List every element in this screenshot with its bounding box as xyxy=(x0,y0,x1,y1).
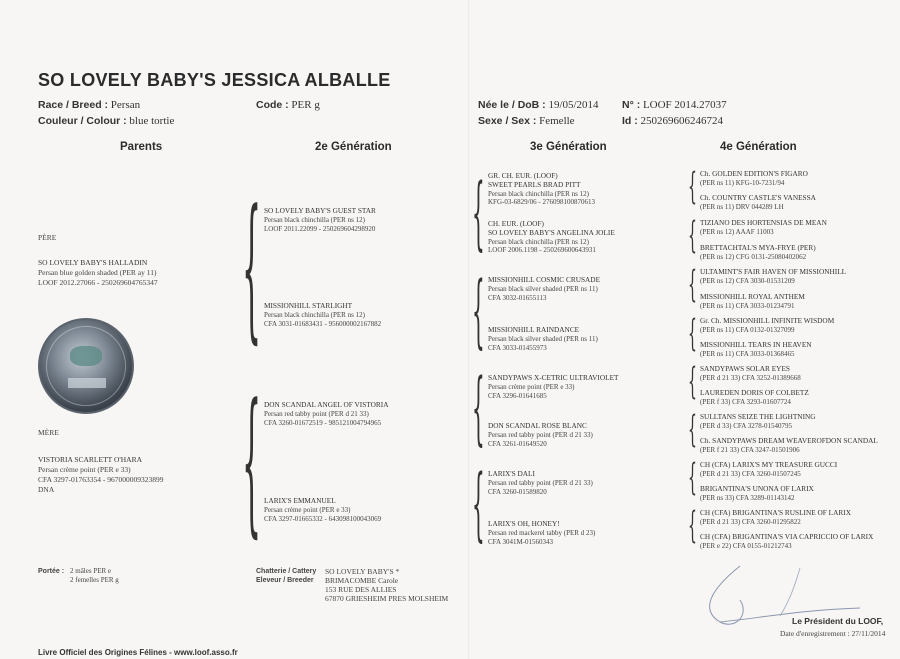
gen3-entry: SANDYPAWS X-CETRIC ULTRAVIOLET Persan crème point (PER e 33) CFA 3296-01641685 xyxy=(488,373,619,400)
gen2-entry: MISSIONHILL STARLIGHT Persan black chinchilla (PER ns 12) CFA 3031-01683431 - 956000002167882 xyxy=(264,301,382,328)
footer-text: Livre Officiel des Origines Félines - www.loof.asso.fr xyxy=(38,648,238,657)
breed-field: Race / Breed : Persan xyxy=(38,99,141,111)
eleveur-line: 67870 GRIESHEIM PRES MOLSHEIM xyxy=(325,594,449,603)
portee-label: Portée : xyxy=(38,568,65,575)
brace-gen2-bottom-icon: { xyxy=(242,374,262,557)
brace-gen3-icon: { xyxy=(472,164,485,260)
eleveur-line: 153 RUE DES ALLIES xyxy=(325,585,397,594)
dob-field: Née le / DoB : 19/05/2014 xyxy=(478,99,599,111)
pere-label: PÈRE xyxy=(38,233,57,242)
id-field: Id : 250269606246724 xyxy=(622,115,723,127)
pere-entry: SO LOVELY BABY'S HALLADIN Persan blue golden shaded (PER ay 11) LOOF 2012.27066 - 250269604765347 xyxy=(38,258,158,287)
heading-parents: Parents xyxy=(120,141,163,153)
gen4-entry: BRETTACHTAL'S MYA-FRYE (PER) (PER ns 12) CFG 0131-25080402062 xyxy=(700,243,816,261)
gen2-entry: LARIX'S EMMANUEL Persan crème point (PER e 33) CFA 3297-01665332 - 643098100043069 xyxy=(264,496,382,523)
heading-gen2: 2e Génération xyxy=(315,141,392,153)
brace-gen4-icon: { xyxy=(688,314,697,356)
gen3-entry: DON SCANDAL ROSE BLANC Persan red tabby point (PER d 21 33) CFA 3261-01649520 xyxy=(488,421,593,448)
eleveur-line: BRIMACOMBE Carole xyxy=(325,576,399,585)
gen4-entry: LAUREDEN DORIS OF COLBETZ (PER f 33) CFA 3293-01607724 xyxy=(700,388,809,406)
loof-seal-icon xyxy=(38,318,134,414)
portee-line: 2 mâles PER e xyxy=(70,567,112,575)
sex-field: Sexe / Sex : Femelle xyxy=(478,115,575,127)
heading-gen3: 3e Génération xyxy=(530,141,607,153)
paper-fold xyxy=(468,0,469,659)
chatterie-value: SO LOVELY BABY'S * xyxy=(325,567,400,576)
gen2-entry: SO LOVELY BABY'S GUEST STAR Persan black chinchilla (PER ns 12) LOOF 2011.22099 - 250269604298920 xyxy=(264,206,376,233)
brace-gen3-icon: { xyxy=(472,359,485,455)
brace-gen4-icon: { xyxy=(688,506,697,548)
gen4-entry: CH (CFA) BRIGANTINA'S RUSLINE OF LARIX (PER d 21 33) CFA 3260-01295822 xyxy=(700,508,851,526)
gen3-entry: MISSIONHILL RAINDANCE Persan black silver shaded (PER ns 11) CFA 3033-01455973 xyxy=(488,325,598,352)
portee-line: 2 femelles PER g xyxy=(70,576,119,584)
gen4-entry: SANDYPAWS SOLAR EYES (PER d 21 33) CFA 3252-01389668 xyxy=(700,364,801,382)
brace-gen4-icon: { xyxy=(688,167,697,209)
cat-name-title: SO LOVELY BABY'S JESSICA ALBALLE xyxy=(38,70,391,90)
brace-gen4-icon: { xyxy=(688,362,697,404)
gen4-entry: MISSIONHILL TEARS IN HEAVEN (PER ns 11) CFA 3033-01368465 xyxy=(700,340,812,358)
registration-number-field: N° : LOOF 2014.27037 xyxy=(622,99,727,111)
gen4-entry: CH (CFA) BRIGANTINA'S VIA CAPRICCIO OF LARIX (PER e 22) CFA 0155-01212743 xyxy=(700,532,874,550)
heading-gen4: 4e Génération xyxy=(720,141,797,153)
eleveur-label: Eleveur / Breeder xyxy=(256,577,314,584)
brace-gen4-icon: { xyxy=(688,265,697,307)
gen4-entry: Ch. SANDYPAWS DREAM WEAVEROFDON SCANDAL (PER f 21 33) CFA 3247-01501906 xyxy=(700,436,878,454)
gen3-entry: LARIX'S DALI Persan red tabby point (PER d 21 33) CFA 3260-01589820 xyxy=(488,469,593,496)
gen4-entry: Gr. Ch. MISSIONHILL INFINITE WISDOM (PER ns 11) CFA 0132-01327099 xyxy=(700,316,835,334)
code-field: Code : PER g xyxy=(256,99,320,111)
chatterie-label: Chatterie / Cattery xyxy=(256,568,317,575)
president-label: Le Président du LOOF, xyxy=(792,616,884,626)
gen3-entry: GR. CH. EUR. (LOOF) SWEET PEARLS BRAD PITT Persan black chinchilla (PER ns 12) KFG-03-6829/06 - 276098100870613 xyxy=(488,171,595,207)
gen4-entry: SULLTANS SEIZE THE LIGHTNING (PER d 33) CFA 3278-01540795 xyxy=(700,412,816,430)
gen3-entry: CH. EUR. (LOOF) SO LOVELY BABY'S ANGELINA JOLIE Persan black chinchilla (PER ns 12) LOOF 2006.1198 - 250269600643931 xyxy=(488,219,615,255)
brace-gen2-top-icon: { xyxy=(242,180,262,363)
brace-gen3-icon: { xyxy=(472,455,485,551)
brace-gen4-icon: { xyxy=(688,458,697,500)
gen4-entry: Ch. COUNTRY CASTLE'S VANESSA (PER ns 11) DRV 044289 LH xyxy=(700,193,816,211)
gen4-entry: Ch. GOLDEN EDITION'S FIGARO (PER ns 11) KFG-10-7231/94 xyxy=(700,169,808,187)
gen3-entry: MISSIONHILL COSMIC CRUSADE Persan black silver shaded (PER ns 11) CFA 3032-01655113 xyxy=(488,275,601,302)
colour-field: Couleur / Colour : blue tortie xyxy=(38,115,175,127)
mere-label: MÈRE xyxy=(38,428,59,437)
brace-gen3-icon: { xyxy=(472,262,485,358)
gen4-entry: CH (CFA) LARIX'S MY TREASURE GUCCI (PER d 21 33) CFA 3260-01507245 xyxy=(700,460,838,478)
gen2-entry: DON SCANDAL ANGEL OF VISTORIA Persan red tabby point (PER d 21 33) CFA 3260-01672519 - 985121004794965 xyxy=(264,400,389,427)
brace-gen4-icon: { xyxy=(688,410,697,452)
brace-gen4-icon: { xyxy=(688,216,697,258)
registration-date: Date d'enregistrement : 27/11/2014 xyxy=(780,629,886,638)
gen4-entry: BRIGANTINA'S UNONA OF LARIX (PER ns 33) CFA 3289-01143142 xyxy=(700,484,814,502)
gen3-entry: LARIX'S OH, HONEY! Persan red mackerel tabby (PER d 23) CFA 3041M-01560343 xyxy=(488,519,596,546)
gen4-entry: ULTAMINT'S FAIR HAVEN OF MISSIONHILL (PER ns 12) CFA 3030-01531209 xyxy=(700,267,847,285)
gen4-entry: TIZIANO DES HORTENSIAS DE MEAN (PER ns 12) AAAF 11003 xyxy=(700,218,827,236)
mere-entry: VISTORIA SCARLETT O'HARA Persan crème point (PER e 33) CFA 3297-01763354 - 967000009323899 DNA xyxy=(38,455,164,494)
gen4-entry: MISSIONHILL ROYAL ANTHEM (PER ns 11) CFA 3033-01234791 xyxy=(700,292,805,310)
